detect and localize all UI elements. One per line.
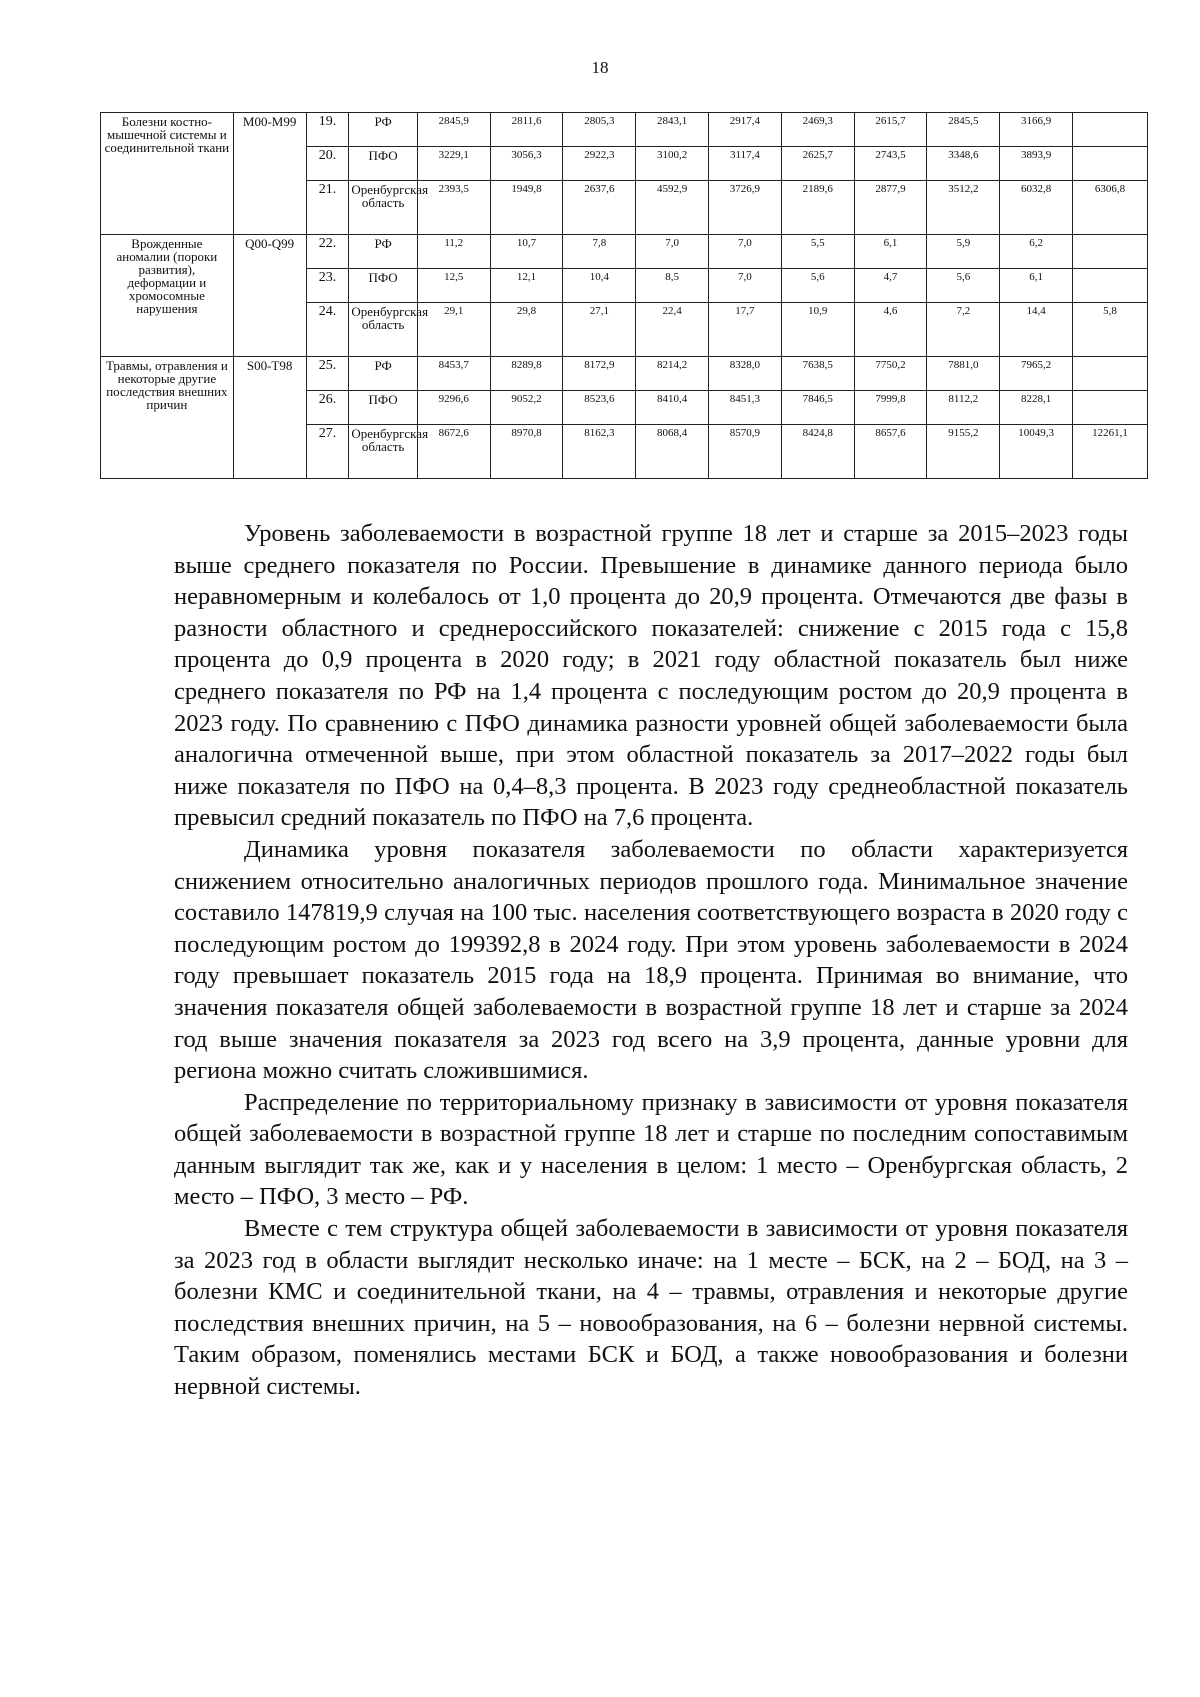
region-cell: ПФО [349, 269, 418, 303]
paragraph: Распределение по территориальному признаку в зависимости от уровня показателя общей заболеваемости в возрастной группе 18 лет и старше по последним сопоставимым данным выглядит так же, как и у населения в целом: 1 место – Оренбургская область, 2 место – ПФО, 3 место – РФ. [174, 1088, 1128, 1211]
value-cell: 5,6 [927, 269, 1000, 303]
row-number: 22. [306, 235, 349, 269]
value-cell: 3166,9 [1000, 113, 1073, 147]
value-cell: 10049,3 [1000, 425, 1073, 479]
value-cell: 8657,6 [854, 425, 927, 479]
value-cell: 2922,3 [563, 147, 636, 181]
value-cell: 8289,8 [490, 357, 563, 391]
value-cell: 9052,2 [490, 391, 563, 425]
value-cell: 5,9 [927, 235, 1000, 269]
value-cell: 2805,3 [563, 113, 636, 147]
value-cell: 9296,6 [417, 391, 490, 425]
value-cell [1073, 113, 1148, 147]
value-cell: 5,6 [781, 269, 854, 303]
icd-code: Q00-Q99 [233, 235, 306, 357]
value-cell: 2811,6 [490, 113, 563, 147]
value-cell [1073, 235, 1148, 269]
row-number: 24. [306, 303, 349, 357]
value-cell: 7,2 [927, 303, 1000, 357]
table-body [101, 113, 1148, 479]
disease-group-name: Болезни костно-мышечной системы и соединительной ткани [101, 113, 234, 235]
value-cell: 7881,0 [927, 357, 1000, 391]
value-cell: 7,0 [636, 235, 709, 269]
value-cell: 29,1 [417, 303, 490, 357]
value-cell [1073, 391, 1148, 425]
row-number: 19. [306, 113, 349, 147]
value-cell: 3056,3 [490, 147, 563, 181]
value-cell: 7999,8 [854, 391, 927, 425]
icd-code: M00-M99 [233, 113, 306, 235]
value-cell: 2393,5 [417, 181, 490, 235]
row-number: 26. [306, 391, 349, 425]
value-cell [1073, 357, 1148, 391]
value-cell: 8451,3 [709, 391, 782, 425]
value-cell: 8172,9 [563, 357, 636, 391]
region-cell: ПФО [349, 391, 418, 425]
value-cell: 2189,6 [781, 181, 854, 235]
page-number: 18 [591, 58, 609, 77]
region-cell: РФ [349, 357, 418, 391]
value-cell: 8068,4 [636, 425, 709, 479]
value-cell: 12,1 [490, 269, 563, 303]
value-cell: 4,7 [854, 269, 927, 303]
value-cell: 7,0 [709, 269, 782, 303]
table-row [101, 113, 1148, 147]
value-cell: 7846,5 [781, 391, 854, 425]
value-cell: 2637,6 [563, 181, 636, 235]
value-cell: 6306,8 [1073, 181, 1148, 235]
value-cell: 8453,7 [417, 357, 490, 391]
value-cell: 8162,3 [563, 425, 636, 479]
value-cell: 8672,6 [417, 425, 490, 479]
value-cell: 8328,0 [709, 357, 782, 391]
row-number: 21. [306, 181, 349, 235]
value-cell [1073, 269, 1148, 303]
value-cell: 3117,4 [709, 147, 782, 181]
icd-code: S00-T98 [233, 357, 306, 479]
value-cell: 4592,9 [636, 181, 709, 235]
value-cell: 2843,1 [636, 113, 709, 147]
value-cell: 3512,2 [927, 181, 1000, 235]
value-cell: 8214,2 [636, 357, 709, 391]
value-cell: 5,5 [781, 235, 854, 269]
value-cell: 8970,8 [490, 425, 563, 479]
value-cell: 6,1 [854, 235, 927, 269]
row-number: 23. [306, 269, 349, 303]
region-cell: Оренбургская область [349, 425, 418, 479]
value-cell: 9155,2 [927, 425, 1000, 479]
value-cell: 10,4 [563, 269, 636, 303]
morbidity-table [100, 112, 1148, 479]
value-cell [1073, 147, 1148, 181]
value-cell: 14,4 [1000, 303, 1073, 357]
value-cell: 7638,5 [781, 357, 854, 391]
value-cell: 17,7 [709, 303, 782, 357]
value-cell: 7,0 [709, 235, 782, 269]
value-cell: 2615,7 [854, 113, 927, 147]
value-cell: 7965,2 [1000, 357, 1073, 391]
region-cell: РФ [349, 235, 418, 269]
row-number: 20. [306, 147, 349, 181]
value-cell: 10,7 [490, 235, 563, 269]
value-cell: 29,8 [490, 303, 563, 357]
paragraph: Уровень заболеваемости в возрастной группе 18 лет и старше за 2015–2023 годы выше среднего показателя по России. Превышение в динамике данного периода было неравномерным и колебалось от 1,0 процента до 20,9 процента. Отмечаются две фазы в разности областного и среднероссийского показателей: снижение с 2015 года с 15,8 процента до 0,9 процента в 2020 году; в 2021 году областной показатель был ниже среднего показателя по РФ на 1,4 процента с последующим ростом до 20,9 процента в 2023 году. По сравнению с ПФО динамика разности уровней общей заболеваемости была аналогична отмеченной выше, при этом областной показатель за 2017–2022 годы был ниже показателя по ПФО на 0,4–8,3 процента. В 2023 году среднеобластной показатель превысил средний показатель по ПФО на 7,6 процента. [174, 520, 1128, 832]
value-cell: 12,5 [417, 269, 490, 303]
value-cell: 1949,8 [490, 181, 563, 235]
table-row [101, 357, 1148, 391]
value-cell: 3100,2 [636, 147, 709, 181]
disease-group-name: Врожденные аномалии (пороки развития), деформации и хромосомные нарушения [101, 235, 234, 357]
value-cell: 8410,4 [636, 391, 709, 425]
value-cell: 8523,6 [563, 391, 636, 425]
region-cell: ПФО [349, 147, 418, 181]
disease-group-name: Травмы, отравления и некоторые другие последствия внешних причин [101, 357, 234, 479]
value-cell: 8424,8 [781, 425, 854, 479]
value-cell: 5,8 [1073, 303, 1148, 357]
value-cell: 6,1 [1000, 269, 1073, 303]
value-cell: 22,4 [636, 303, 709, 357]
body-text [174, 518, 1128, 1403]
value-cell: 8,5 [636, 269, 709, 303]
region-cell: РФ [349, 113, 418, 147]
value-cell: 8112,2 [927, 391, 1000, 425]
value-cell: 6,2 [1000, 235, 1073, 269]
value-cell: 7750,2 [854, 357, 927, 391]
region-cell: Оренбургская область [349, 303, 418, 357]
value-cell: 2845,9 [417, 113, 490, 147]
row-number: 25. [306, 357, 349, 391]
region-cell: Оренбургская область [349, 181, 418, 235]
value-cell: 8570,9 [709, 425, 782, 479]
value-cell: 2877,9 [854, 181, 927, 235]
row-number: 27. [306, 425, 349, 479]
value-cell: 11,2 [417, 235, 490, 269]
value-cell: 4,6 [854, 303, 927, 357]
paragraph: Вместе с тем структура общей заболеваемости в зависимости от уровня показателя за 2023 год в области выглядит несколько иначе: на 1 месте – БСК, на 2 – БОД, на 3 – болезни КМС и соединительной ткани, на 4 – травмы, отравления и некоторые другие последствия внешних причин, на 5 – новообразования, на 6 – болезни нервной системы. Таким образом, поменялись местами БСК и БОД, а также новообразования и болезни нервной системы. [174, 1215, 1128, 1401]
value-cell: 2917,4 [709, 113, 782, 147]
value-cell: 3229,1 [417, 147, 490, 181]
value-cell: 10,9 [781, 303, 854, 357]
value-cell: 3893,9 [1000, 147, 1073, 181]
value-cell: 2845,5 [927, 113, 1000, 147]
table-row [101, 235, 1148, 269]
value-cell: 12261,1 [1073, 425, 1148, 479]
value-cell: 6032,8 [1000, 181, 1073, 235]
value-cell: 3726,9 [709, 181, 782, 235]
value-cell: 27,1 [563, 303, 636, 357]
paragraph: Динамика уровня показателя заболеваемости по области характеризуется снижением относительно аналогичных периодов прошлого года. Минимальное значение составило 147819,9 случая на 100 тыс. населения соответствующего возраста в 2020 году с последующим ростом до 199392,8 в 2024 году. При этом уровень заболеваемости в 2024 году превышает показатель 2015 года на 18,9 процента. Принимая во внимание, что значения показателя общей заболеваемости в возрастной группе 18 лет и старше за 2024 год выше значения показателя за 2023 год всего на 3,9 процента, данные уровни для региона можно считать сложившимися. [174, 835, 1128, 1085]
value-cell: 8228,1 [1000, 391, 1073, 425]
value-cell: 2743,5 [854, 147, 927, 181]
value-cell: 2625,7 [781, 147, 854, 181]
value-cell: 3348,6 [927, 147, 1000, 181]
value-cell: 7,8 [563, 235, 636, 269]
value-cell: 2469,3 [781, 113, 854, 147]
